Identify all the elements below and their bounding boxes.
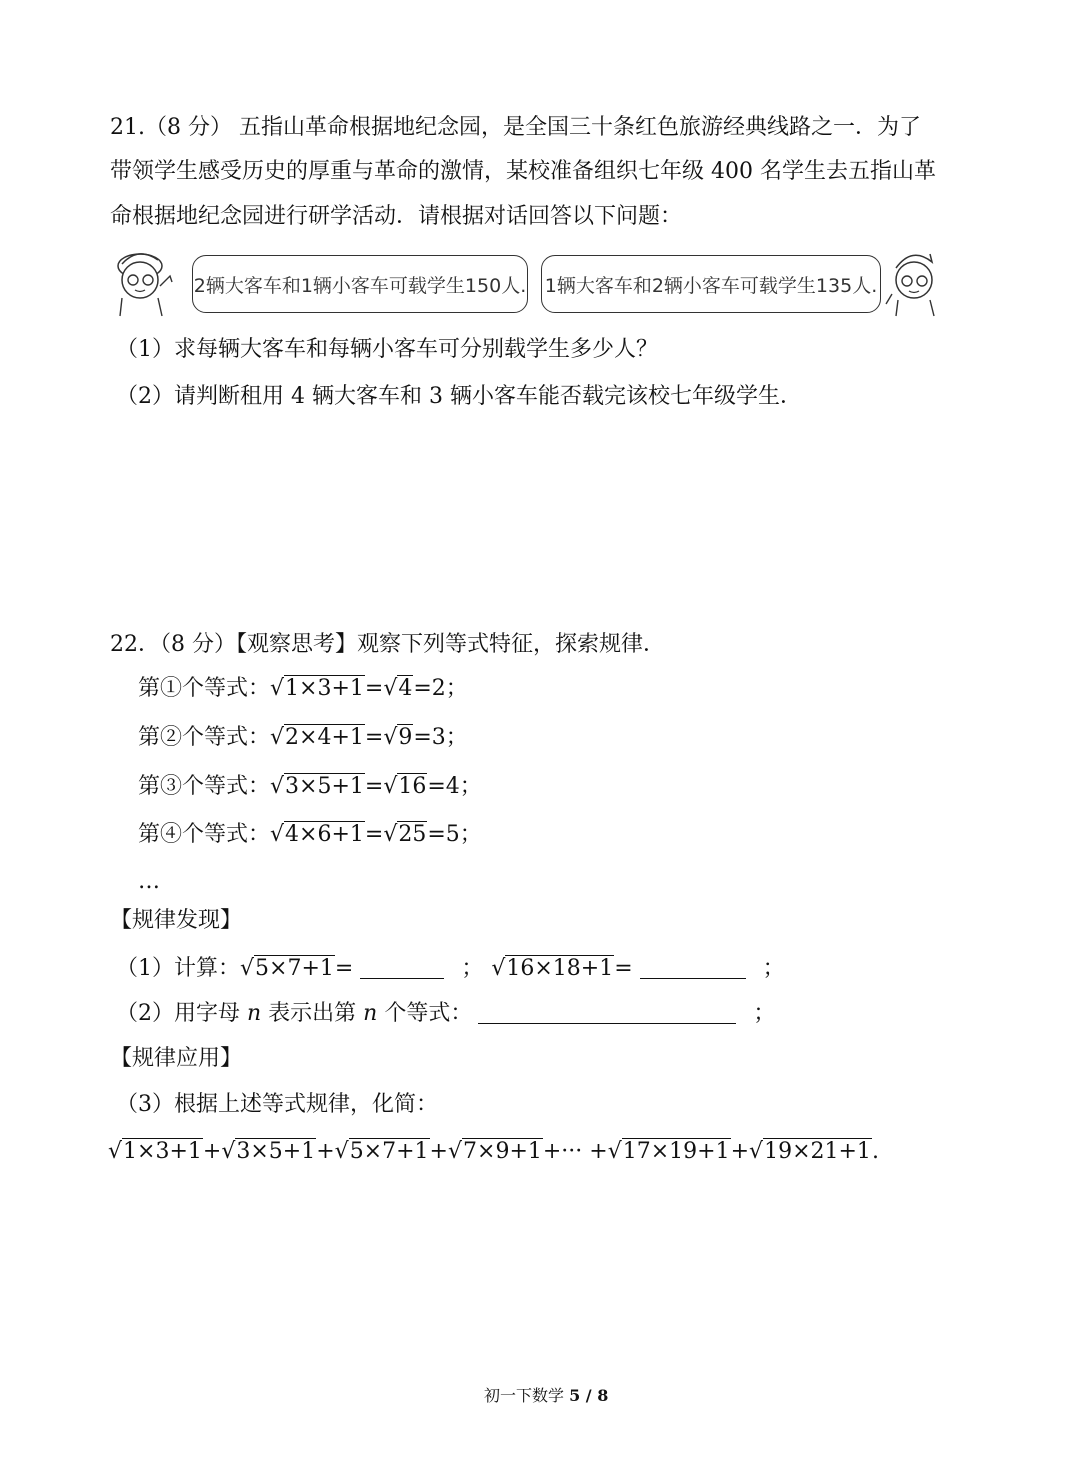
end-mark: ； — [755, 956, 785, 981]
q21-line-3: 命根据地纪念园进行研学活动．请根据对话回答以下问题： — [110, 204, 683, 229]
equation-row — [138, 820, 482, 850]
radicand: 19×21+1 — [764, 1139, 871, 1164]
sqrt-sign: √ — [383, 725, 398, 750]
q22-part-2-text-a: （2）用字母 — [116, 1001, 247, 1026]
radicand: 9 — [398, 725, 413, 750]
q22-part-1 — [116, 954, 785, 984]
footer-title: 初一下数学 — [484, 1386, 570, 1405]
end-mark: ； — [746, 1001, 776, 1026]
q21-line-1: 21.（8 分） 五指山革命根据地纪念园，是全国三十条红色旅游经典线路之一．为了 — [110, 115, 921, 140]
q22-part-2-text-b: 表示出第 — [261, 1001, 364, 1026]
sqrt-expression — [270, 821, 365, 849]
student-girl-illustration — [108, 246, 178, 318]
q21-part-2: （2）请判断租用 4 辆大客车和 3 辆小客车能否载完该校七年级学生． — [116, 384, 802, 409]
equation-result: =2； — [413, 676, 468, 701]
sum-expression — [108, 1137, 879, 1167]
equation-label: 第①个等式： — [138, 676, 271, 701]
sqrt-sign: √ — [447, 1139, 463, 1164]
page-footer — [484, 1383, 608, 1406]
equation-result: =5； — [427, 822, 482, 847]
answer-blank-2[interactable] — [640, 956, 746, 979]
ellipsis: … — [138, 869, 160, 894]
sqrt-sign: √ — [383, 822, 398, 847]
q22-part-2 — [116, 999, 775, 1029]
radicand: 7×9+1 — [463, 1139, 542, 1164]
equation-result: =4； — [427, 774, 482, 799]
section-law-discovery: 【规律发现】 — [110, 908, 243, 933]
radicand: 25 — [398, 822, 427, 847]
radicand: 4 — [398, 676, 413, 701]
equals: = — [364, 676, 384, 701]
plus: + — [202, 1139, 222, 1164]
sqrt-expression — [383, 675, 413, 703]
equals: = — [364, 822, 384, 847]
sqrt-expression — [448, 1138, 543, 1166]
period: . — [871, 1139, 879, 1164]
sqrt-sign: √ — [270, 774, 285, 799]
sqrt-sign: √ — [270, 725, 285, 750]
dialogue-bubble-right — [541, 255, 881, 313]
sqrt-expression: √ 16×18+1 — [491, 956, 614, 981]
equation-label: 第②个等式： — [138, 725, 271, 750]
equals: = — [364, 774, 384, 799]
sqrt-sign: √ — [221, 1139, 236, 1164]
radicand: 5×7+1 — [349, 1139, 429, 1164]
equation-row — [138, 723, 468, 753]
variable-n: n — [363, 1001, 378, 1026]
sqrt-expression — [749, 1138, 872, 1166]
radicand: 16×18+1 — [506, 956, 614, 981]
q21-part-1: （1）求每辆大客车和每辆小客车可分别载学生多少人？ — [116, 337, 658, 362]
answer-blank-1[interactable] — [360, 956, 444, 979]
equation-row — [138, 772, 482, 802]
equals: = — [334, 956, 361, 981]
sqrt-expression — [383, 821, 427, 849]
sqrt-expression — [383, 773, 427, 801]
student-boy-illustration — [884, 246, 946, 318]
separator: ； — [454, 956, 484, 981]
sqrt-expression — [221, 1138, 316, 1166]
equation-result: =3； — [413, 725, 468, 750]
bubble-right-text: 1辆大客车和2辆小客车可载学生135人. — [544, 274, 878, 297]
answer-blank-3[interactable] — [478, 1001, 736, 1024]
q22-part-3: （3）根据上述等式规律，化简： — [116, 1092, 438, 1117]
radicand: 1×3+1 — [123, 1139, 202, 1164]
sqrt-expression — [335, 1138, 430, 1166]
dialogue-bubble-left — [192, 255, 528, 313]
plus: + — [730, 1139, 750, 1164]
q22-part-2-text-c: 个等式： — [377, 1001, 473, 1026]
sqrt-sign: √ — [749, 1139, 764, 1164]
sqrt-expression — [608, 1138, 731, 1166]
page-number: 5 / 8 — [569, 1386, 609, 1405]
equation-row — [138, 674, 468, 704]
equals: = — [364, 725, 384, 750]
sqrt-sign: √ — [108, 1139, 123, 1164]
sqrt-sign: √ — [270, 676, 285, 701]
sqrt-sign: √ — [270, 822, 285, 847]
radicand: 4×6+1 — [285, 822, 364, 847]
radicand: 1×3+1 — [285, 676, 364, 701]
radicand: 3×5+1 — [236, 1139, 316, 1164]
sqrt-expression — [270, 724, 365, 752]
radicand: 3×5+1 — [285, 774, 364, 799]
sqrt-sign: √ — [607, 1139, 622, 1164]
q21-line-2: 带领学生感受历史的厚重与革命的激情，某校准备组织七年级 400 名学生去五指山革 — [110, 159, 936, 184]
plus: + — [429, 1139, 448, 1164]
equals: = — [614, 956, 640, 981]
radicand: 2×4+1 — [285, 725, 364, 750]
radicand: 17×19+1 — [622, 1139, 730, 1164]
radicand: 16 — [398, 774, 427, 799]
sqrt-sign: √ — [383, 774, 398, 799]
q22-part-1-prefix: （1）计算： — [116, 956, 240, 981]
q22-header: 22．（8 分）【观察思考】观察下列等式特征，探索规律． — [110, 632, 665, 657]
section-law-application: 【规律应用】 — [110, 1046, 243, 1071]
sqrt-expression — [383, 724, 413, 752]
sqrt-expression — [270, 773, 365, 801]
sqrt-sign: √ — [383, 676, 398, 701]
sqrt-expression: √ 5×7+1 — [240, 956, 334, 981]
equation-label: 第③个等式： — [138, 774, 271, 799]
equation-label: 第④个等式： — [138, 822, 271, 847]
plus: + — [316, 1139, 335, 1164]
sqrt-expression — [270, 675, 365, 703]
variable-n: n — [247, 1001, 262, 1026]
sqrt-expression — [108, 1138, 203, 1166]
radicand: 5×7+1 — [255, 956, 334, 981]
bubble-left-text: 2辆大客车和1辆小客车可载学生150人. — [193, 274, 527, 297]
ellipsis-plus: +··· + — [542, 1139, 608, 1164]
sqrt-sign: √ — [334, 1139, 349, 1164]
